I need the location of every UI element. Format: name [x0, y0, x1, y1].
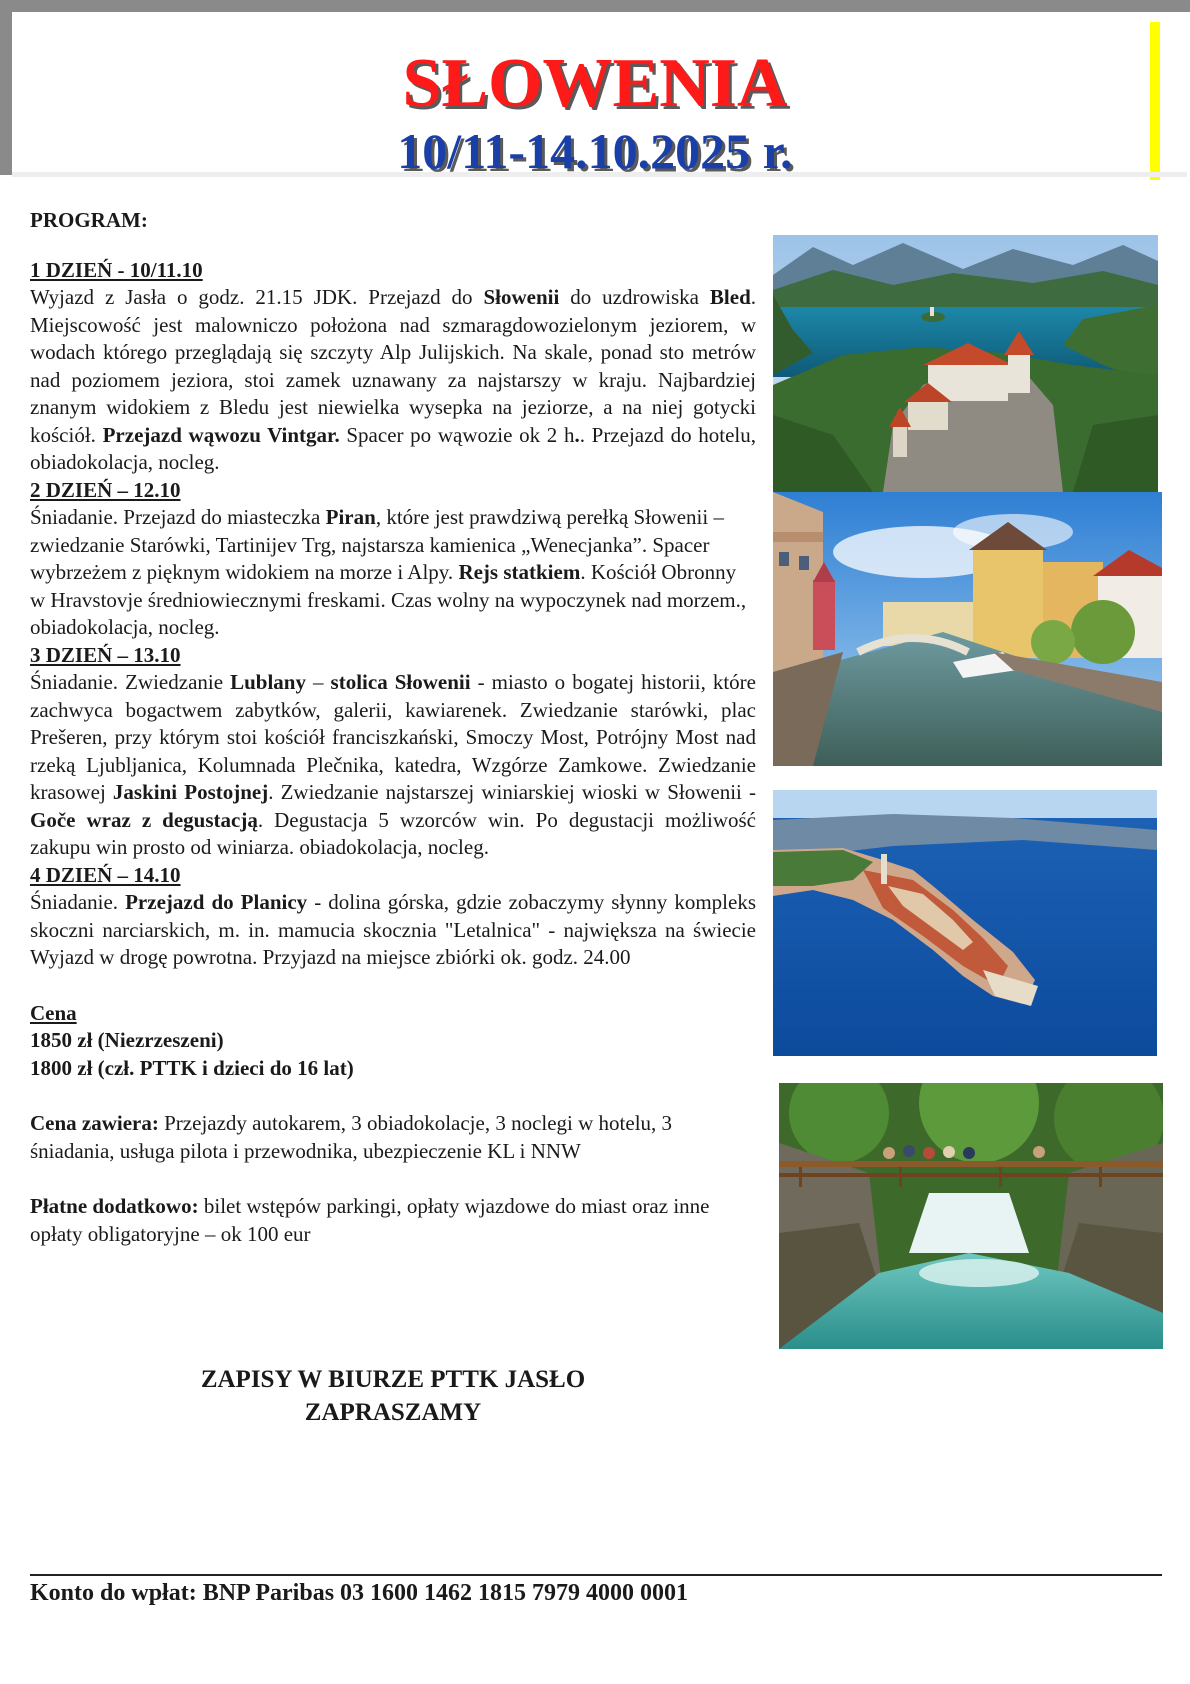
signup-call-to-action — [30, 1363, 756, 1429]
lake-bled-illustration — [773, 235, 1158, 492]
day-1-description: Wyjazd z Jasła o godz. 21.15 JDK. Przejazd do Słowenii do uzdrowiska Bled. Miejscowość jest malowniczo położona nad szmaragdowozielonym jeziorem, w wodach którego przeglądają się szczyty Alp Julijskich. Na skale, ponad sto metrów nad poziomem jeziora, stoi zamek uznawany za najstarszy w kraju. Najbardziej znanym widokiem z Bledu jest niewielka wysepka na jeziorze, a na niej gotycki kościół. Przejazd wąwozu Vintgar. Spacer po wąwozie ok 2 h.. Przejazd do hotelu, obiadokolacja, nocleg. — [30, 285, 756, 474]
price-includes: Cena zawiera: Przejazdy autokarem, 3 obiadokolacje, 3 noclegi w hotelu, 3 śniadania, usługa pilota i przewodnika, ubezpieczenie KL i NNW — [30, 1111, 673, 1163]
signup-office-text: ZAPISY W BIURZE PTTK JASŁO — [200, 1366, 586, 1393]
ljubljana-illustration — [773, 492, 1162, 766]
piran-illustration — [773, 790, 1157, 1056]
photo-ljubljana-river — [773, 492, 1162, 766]
day-1-heading: 1 DZIEŃ - 10/11.10 — [30, 257, 203, 282]
top-border-bar — [0, 0, 1190, 12]
trip-dates: 10/11-14.10.2025 r. — [397, 123, 793, 179]
price-includes-label: Cena zawiera: — [30, 1111, 159, 1135]
program-label: PROGRAM: — [30, 208, 148, 232]
bank-account-info: Konto do wpłat: BNP Paribas 03 1600 1462 1815 7979 4000 0001 — [30, 1580, 689, 1606]
program-column — [30, 207, 756, 1248]
day-4-heading: 4 DZIEŃ – 14.10 — [30, 862, 181, 887]
day-2-heading: 2 DZIEŃ – 12.10 — [30, 477, 181, 502]
photo-vintgar-gorge — [779, 1083, 1163, 1349]
photo-lake-bled — [773, 235, 1158, 492]
day-4-description: Śniadanie. Przejazd do Planicy - dolina górska, gdzie zobaczymy słynny kompleks skoczni narciarskich, m. in. mamucia skocznia "Letalnica" - największa na świecie Wyjazd w drogę powrotna. Przyjazd na miejsce zbiórki ok. godz. 24.00 — [30, 890, 756, 969]
vintgar-illustration — [779, 1083, 1163, 1349]
day-2-description: Śniadanie. Przejazd do miasteczka Piran, które jest prawdziwą perełką Słowenii –zwiedzanie Starówki, Tartinijev Trg, najstarsza kamienica „Wenecjanka”. Spacer wybrzeżem z pięknym widokiem na morze i Alpy. Rejs statkiem. Kościół Obronny w Hravstovje średniowiecznymi freskami. Czas wolny na wypoczynek nad morzem., obiadokolacja, nocleg. — [30, 505, 747, 639]
footer-divider — [30, 1574, 1162, 1576]
day-3-heading: 3 DZIEŃ – 13.10 — [30, 642, 181, 667]
extra-costs-label: Płatne dodatkowo: — [30, 1194, 199, 1218]
extra-costs: Płatne dodatkowo: bilet wstępów parkingi, opłaty wjazdowe do miast oraz inne opłaty obligatoryjne – ok 100 eur — [30, 1194, 710, 1246]
page-title: SŁOWENIA — [402, 45, 788, 122]
day-3-description: Śniadanie. Zwiedzanie Lublany – stolica Słowenii - miasto o bogatej historii, które zachwyca bogactwem zabytków, galerii, kawiarenek. Zwiedzanie starówki, plac Prešeren, przy którym stoi kościół franciszkański, Smoczy Most, Potrójny Most nad rzeką Ljubljanica, Kolumnada Plečnika, katedra, Wzgórze Zamkowe. Zwiedzanie krasowej Jaskini Postojnej. Zwiedzanie najstarszej winiarskiej wioski w Słowenii - Goče wraz z degustacją. Degustacja 5 wzorców win. Po degustacji możliwość zakupu win prosto od winiarza. obiadokolacja, nocleg. — [30, 670, 757, 859]
invitation-text: ZAPRASZAMY — [304, 1399, 482, 1426]
price-heading: Cena — [30, 1000, 77, 1025]
price-member: 1800 zł (czł. PTTK i dzieci do 16 lat) — [30, 1055, 354, 1080]
price-regular: 1850 zł (Niezrzeszeni) — [30, 1028, 224, 1052]
photo-piran-peninsula — [773, 790, 1157, 1056]
